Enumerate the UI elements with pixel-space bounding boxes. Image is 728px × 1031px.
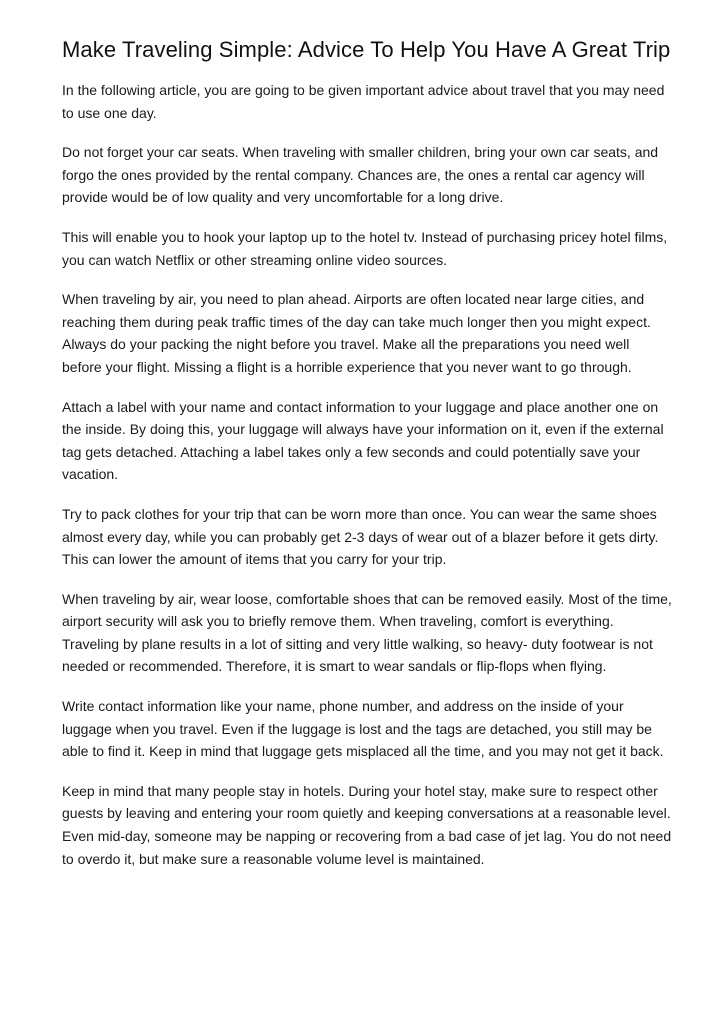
paragraph-laptop-tv: This will enable you to hook your laptop up to the hotel tv. Instead of purchasing pricey hotel films, you can watch Netflix or other streaming online video sources. <box>62 228 668 268</box>
paragraph-hotel-courtesy: Keep in mind that many people stay in hotels. During your hotel stay, make sure to respect other guests by leaving and entering your room quietly and keeping conversations at a reasonable level. Even mid-day, someone may be napping or recovering from a bad case of jet lag. You do not need to overdo it, but make sure a reasonable volume level is maintained. <box>62 782 672 867</box>
paragraph-luggage-label: Attach a label with your name and contact information to your luggage and place another one on the inside. By doing this, your luggage will always have your information on it, even if the external tag gets detached. Attaching a label takes only a few seconds and could potentially save your vacation. <box>62 398 664 483</box>
paragraph-plan-ahead: When traveling by air, you need to plan ahead. Airports are often located near large cities, and reaching them during peak traffic times of the day can take much longer then you might expect. Always do your packing the night before you travel. Make all the preparations you need well before your flight. Missing a flight is a horrible experience that you never want to go through. <box>62 291 651 375</box>
paragraph-contact-info: Write contact information like your name, phone number, and address on the inside of your luggage when you travel. Even if the luggage is lost and the tags are detached, you still may be able to find it. Keep in mind that luggage gets misplaced all the time, and you may not get it back. <box>62 698 664 760</box>
page-title: Make Traveling Simple: Advice To Help You Have A Great Trip <box>62 37 671 62</box>
paragraph-intro: In the following article, you are going to be given important advice about travel that you may need to use one day. <box>62 82 665 121</box>
paragraph-car-seats: Do not forget your car seats. When traveling with smaller children, bring your own car seats, and forgo the ones provided by the rental company. Chances are, the ones a rental car agency will provide would be of low quality and very uncomfortable for a long drive. <box>62 144 659 206</box>
document-page <box>62 38 672 887</box>
paragraph-pack-clothes: Try to pack clothes for your trip that can be worn more than once. You can wear the same shoes almost every day, while you can probably get 2-3 days of wear out of a blazer before it gets dirty. This can lower the amount of items that you carry for your trip. <box>62 505 659 568</box>
paragraph-comfortable-shoes: When traveling by air, wear loose, comfortable shoes that can be removed easily. Most of the time, airport security will ask you to briefly remove them. When traveling, comfort is everything. Traveling by plane results in a lot of sitting and very little walking, so heavy- duty footwear is not needed or recommended. Therefore, it is smart to wear sandals or flip-flops when flying. <box>62 590 672 675</box>
